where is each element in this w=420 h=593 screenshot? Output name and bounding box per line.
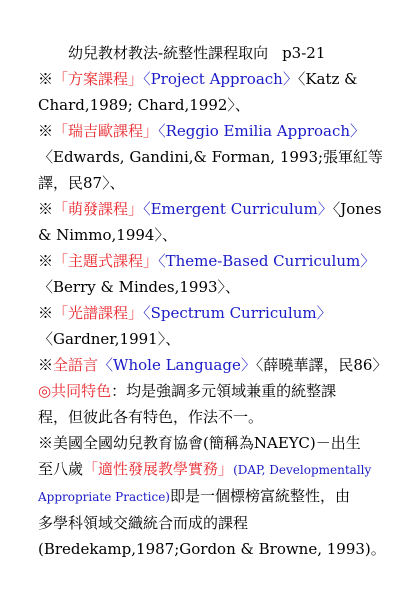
item-reggio-emilia-cont-2: [38, 170, 392, 196]
curriculum-english-name: 〈Theme-Based Curriculum〉: [158, 252, 376, 270]
reference-mark-icon: ※: [38, 252, 54, 270]
dap-highlight: 適性發展教學實務: [98, 460, 219, 478]
title-text: 幼兒教材教法-統整性課程取向: [68, 44, 269, 62]
open-quote: 「: [83, 460, 99, 478]
naeyc-text: 美國全國幼兒教育協會(簡稱為NAEYC)－出生: [53, 434, 361, 452]
reference-mark-icon: ※: [38, 434, 54, 452]
item-whole-language: [38, 352, 392, 378]
curriculum-name: 光譜課程: [68, 304, 129, 322]
naeyc-text-4: 多學科領域交織統合而成的課程: [38, 514, 249, 532]
reference-mark-icon: ※: [38, 304, 54, 322]
curriculum-english-name: 〈Spectrum Curriculum〉: [143, 304, 332, 322]
dap-english-name-continued: Appropriate Practice): [38, 490, 170, 504]
common-features: [38, 378, 392, 404]
open-quote: 「: [53, 70, 69, 88]
curriculum-name: 主題式課程: [68, 252, 144, 270]
open-quote: 「: [53, 304, 69, 322]
naeyc-text-3: 即是一個標榜富統整性，由: [170, 487, 351, 505]
curriculum-english-name: 〈Emergent Curriculum〉: [143, 200, 333, 218]
close-quote: 」: [218, 460, 234, 478]
item-reggio-emilia: [38, 118, 392, 144]
close-quote: 」: [128, 200, 144, 218]
open-quote: 「: [53, 200, 69, 218]
item-reggio-emilia-cont: [38, 144, 392, 170]
page-title: [38, 40, 392, 66]
curriculum-name: 萌發課程: [68, 200, 129, 218]
citation-continued: 譯，民87〉、: [38, 174, 125, 192]
item-theme-based-curriculum-cont: [38, 274, 392, 300]
close-quote: 」: [143, 252, 159, 270]
item-project-approach-cont: [38, 92, 392, 118]
item-emergent-curriculum: [38, 196, 392, 222]
curriculum-name: 方案課程: [68, 70, 129, 88]
curriculum-english-name: 〈Whole Language〉: [98, 356, 256, 374]
naeyc-paragraph-line-3: [38, 483, 392, 510]
curriculum-name: 瑞吉歐課程: [68, 122, 144, 140]
item-spectrum-curriculum-cont: [38, 326, 392, 352]
citation: 〈Gardner,1991〉、: [38, 330, 181, 348]
common-features-label: 共同特色: [51, 382, 112, 400]
double-circle-icon: ◎: [38, 382, 52, 400]
citation: 〈Edwards, Gandini,& Forman, 1993;張軍紅等: [38, 148, 384, 166]
common-features-text: ：均是強調多元領域兼重的統整課: [111, 382, 337, 400]
close-quote: 」: [128, 304, 144, 322]
item-spectrum-curriculum: [38, 300, 392, 326]
citation-continued: & Nimmo,1994〉、: [38, 226, 177, 244]
naeyc-citation: (Bredekamp,1987;Gordon & Browne, 1993)。: [38, 540, 386, 558]
citation: 〈Jones: [332, 200, 382, 218]
page-reference: p3-21: [282, 44, 326, 62]
close-quote: 」: [128, 70, 144, 88]
open-quote: 「: [53, 252, 69, 270]
item-project-approach: [38, 66, 392, 92]
naeyc-paragraph-line-5: [38, 536, 392, 562]
naeyc-paragraph: [38, 430, 392, 456]
citation: 〈薛曉華譯，民86〉: [255, 356, 388, 374]
curriculum-name: 全語言: [53, 356, 99, 374]
naeyc-paragraph-line-4: [38, 510, 392, 536]
naeyc-paragraph-line-2: [38, 456, 392, 483]
common-features-text-continued: 程，但彼此各有特色，作法不一。: [38, 408, 264, 426]
citation: 〈Berry & Mindes,1993〉、: [38, 278, 241, 296]
reference-mark-icon: ※: [38, 200, 54, 218]
open-quote: 「: [53, 122, 69, 140]
reference-mark-icon: ※: [38, 356, 54, 374]
reference-mark-icon: ※: [38, 122, 54, 140]
curriculum-english-name: 〈Reggio Emilia Approach〉: [158, 122, 366, 140]
common-features-cont: [38, 404, 392, 430]
naeyc-text-2: 至八歲: [38, 460, 84, 478]
item-emergent-curriculum-cont: [38, 222, 392, 248]
citation-continued: Chard,1989; Chard,1992〉、: [38, 96, 250, 114]
curriculum-english-name: 〈Project Approach〉: [143, 70, 298, 88]
close-quote: 」: [143, 122, 159, 140]
item-theme-based-curriculum: [38, 248, 392, 274]
reference-mark-icon: ※: [38, 70, 54, 88]
dap-english-name: (DAP, Developmentally: [233, 463, 372, 477]
citation: 〈Katz &: [297, 70, 358, 88]
